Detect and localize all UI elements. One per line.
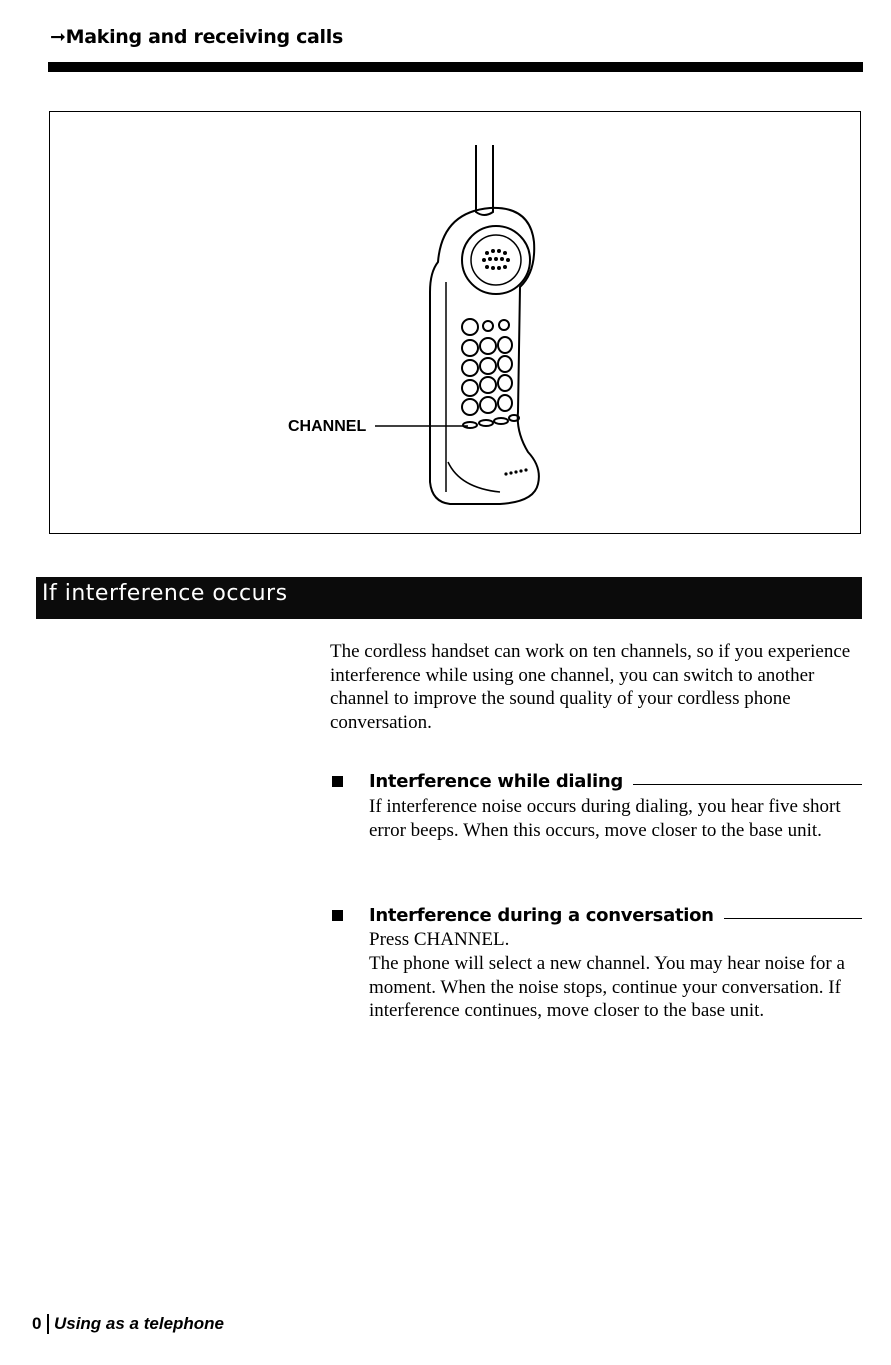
function-buttons-icon	[463, 415, 519, 428]
intro-paragraph: The cordless handset can work on ten channels, so if you experience interference while using one channel, you can switch to another channel to improve the sound quality of your cordless phone conversation.	[330, 641, 851, 733]
subsection-heading-conversation	[332, 903, 862, 927]
cordless-phone-illustration	[50, 112, 859, 532]
header-title-text: Making and receiving calls	[65, 26, 343, 48]
page-header-title	[50, 26, 343, 48]
footer-separator	[47, 1314, 49, 1334]
bullet-square-icon	[332, 776, 343, 787]
figure-box	[49, 111, 861, 534]
arrow-right-icon: ➞	[50, 26, 66, 48]
channel-callout-label: CHANNEL	[288, 418, 367, 435]
heading-rule	[724, 918, 862, 919]
paragraph-dialing: If interference noise occurs during dialing, you hear five short error beeps. When this occurs, move closer to the base unit.	[369, 796, 841, 841]
subsection-heading-text: Interference while dialing	[369, 770, 623, 792]
paragraph-conversation: The phone will select a new channel. You may hear noise for a moment. When the noise stops, continue your conversation. If interference continues, move closer to the base unit.	[369, 953, 845, 1021]
subsection-heading-text: Interference during a conversation	[369, 904, 714, 926]
footer-section-name: Using as a telephone	[53, 1314, 225, 1333]
page-footer	[32, 1314, 224, 1334]
heading-rule	[633, 784, 862, 785]
bullet-square-icon	[332, 910, 343, 921]
section-title: If interference occurs	[42, 581, 288, 606]
antenna-icon	[476, 145, 493, 215]
page-number: 0	[32, 1314, 42, 1333]
paragraph-press-channel: Press CHANNEL.	[369, 929, 510, 950]
header-rule	[48, 62, 863, 72]
keypad-icon	[462, 319, 512, 415]
subsection-heading-dialing	[332, 769, 862, 793]
